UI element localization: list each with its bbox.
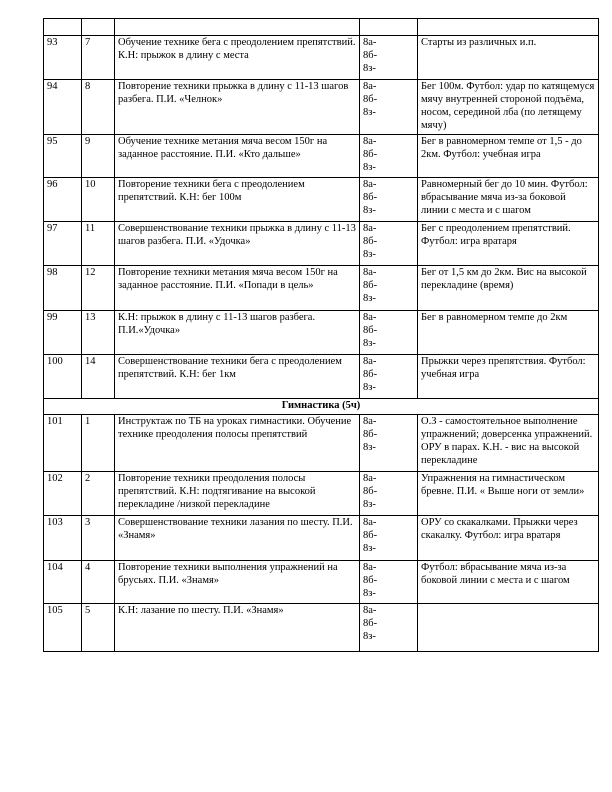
- class-label: 8а-: [363, 136, 377, 147]
- lesson-number: 102: [44, 472, 82, 516]
- table-row: [44, 80, 599, 135]
- class-label: 8б-: [363, 280, 378, 291]
- class-label: 8а-: [363, 179, 377, 190]
- class-label: 8з-: [363, 249, 376, 260]
- lesson-notes: ОРУ со скакалками. Прыжки через скакалку. Футбол: игра вратаря: [418, 516, 599, 561]
- lesson-topic: Совершенствование техники бега с преодолением препятствий. К.Н: бег 1км: [115, 355, 360, 399]
- class-label: 8б-: [363, 149, 378, 160]
- lesson-topic: Повторение техники прыжка в длину с 11-13 шагов разбега. П.И. «Челнок»: [115, 80, 360, 135]
- lesson-topic: Повторение техники бега с преодолением препятствий. К.Н: бег 100м: [115, 178, 360, 222]
- topic-number: 14: [82, 355, 115, 399]
- class-label: 8б-: [363, 369, 378, 380]
- topic-number: 3: [82, 516, 115, 561]
- lesson-topic: Совершенствование техники прыжка в длину с 11-13 шагов разбега. П.И. «Удочка»: [115, 222, 360, 266]
- section-row: [44, 399, 599, 415]
- table-row: [44, 415, 599, 472]
- lesson-notes: Бег 100м. Футбол: удар по катящемуся мячу внутренней стороной подъёма, носом, серединой лба (по летящему мячу): [418, 80, 599, 135]
- class-label: 8б-: [363, 618, 378, 629]
- class-label: 8з-: [363, 588, 376, 599]
- lesson-number: 93: [44, 36, 82, 80]
- lesson-number: 97: [44, 222, 82, 266]
- table-row: [44, 516, 599, 561]
- class-list: [360, 178, 418, 222]
- table-row: [44, 355, 599, 399]
- lesson-number: 95: [44, 135, 82, 178]
- class-list: [360, 516, 418, 561]
- table-row: [44, 135, 599, 178]
- topic-number: 13: [82, 311, 115, 355]
- lesson-notes: Упражнения на гимнастическом бревне. П.И. « Выше ноги от земли»: [418, 472, 599, 516]
- class-label: 8з-: [363, 63, 376, 74]
- lesson-notes: Старты из различных и.п.: [418, 36, 599, 80]
- class-label: 8б-: [363, 429, 378, 440]
- lesson-plan-table: [43, 18, 599, 652]
- topic-number: 10: [82, 178, 115, 222]
- topic-number: 5: [82, 604, 115, 652]
- class-label: 8з-: [363, 543, 376, 554]
- class-label: 8з-: [363, 631, 376, 642]
- table-row: [44, 266, 599, 311]
- table-row: [44, 222, 599, 266]
- lesson-notes: Бег в равномерном темпе от 1,5 - до 2км. Футбол: учебная игра: [418, 135, 599, 178]
- class-label: 8б-: [363, 236, 378, 247]
- class-list: [360, 311, 418, 355]
- section-title: Гимнастика (5ч): [44, 399, 599, 415]
- lesson-notes: Футбол: вбрасывание мяча из-за боковой линии с места и с шагом: [418, 561, 599, 604]
- class-list: [360, 222, 418, 266]
- header-cell: [115, 19, 360, 36]
- topic-number: 12: [82, 266, 115, 311]
- lesson-notes: Бег от 1,5 км до 2км. Вис на высокой перекладине (время): [418, 266, 599, 311]
- table-row: [44, 472, 599, 516]
- lesson-notes: [418, 604, 599, 652]
- class-label: 8б-: [363, 325, 378, 336]
- topic-number: 7: [82, 36, 115, 80]
- lesson-number: 98: [44, 266, 82, 311]
- lesson-notes: Равномерный бег до 10 мин. Футбол: вбрасывание мяча из-за боковой линии с места и с шагом: [418, 178, 599, 222]
- lesson-topic: Совершенствование техники лазания по шесту. П.И. «Знамя»: [115, 516, 360, 561]
- lesson-notes: Бег в равномерном темпе до 2км: [418, 311, 599, 355]
- lesson-topic: Повторение техники метания мяча весом 150г на заданное расстояние. П.И. «Попади в цель»: [115, 266, 360, 311]
- class-label: 8з-: [363, 162, 376, 173]
- topic-number: 4: [82, 561, 115, 604]
- table-row: [44, 311, 599, 355]
- class-list: [360, 604, 418, 652]
- class-list: [360, 561, 418, 604]
- table-row: [44, 36, 599, 80]
- lesson-number: 105: [44, 604, 82, 652]
- topic-number: 2: [82, 472, 115, 516]
- class-list: [360, 266, 418, 311]
- table-row: [44, 178, 599, 222]
- lesson-topic: Повторение техники преодоления полосы препятствий. К.Н: подтягивание на высокой перекладине /низкой перекладине: [115, 472, 360, 516]
- class-label: 8а-: [363, 517, 377, 528]
- lesson-topic: Обучение технике бега с преодолением препятствий. К.Н: прыжок в длину с места: [115, 36, 360, 80]
- class-list: [360, 80, 418, 135]
- class-list: [360, 355, 418, 399]
- class-label: 8з-: [363, 338, 376, 349]
- class-label: 8з-: [363, 442, 376, 453]
- header-cell: [360, 19, 418, 36]
- lesson-topic: Обучение технике метания мяча весом 150г на заданное расстояние. П.И. «Кто дальше»: [115, 135, 360, 178]
- class-label: 8б-: [363, 575, 378, 586]
- class-label: 8а-: [363, 356, 377, 367]
- lesson-number: 103: [44, 516, 82, 561]
- class-label: 8а-: [363, 416, 377, 427]
- topic-number: 8: [82, 80, 115, 135]
- lesson-number: 104: [44, 561, 82, 604]
- class-label: 8з-: [363, 499, 376, 510]
- class-label: 8а-: [363, 605, 377, 616]
- lesson-notes: О.З - самостоятельное выполнение упражнений; доверсенка упражнений. ОРУ в парах. К.Н. - вис на высокой перекладине: [418, 415, 599, 472]
- lesson-topic: Повторение техники выполнения упражнений на брусьях. П.И. «Знамя»: [115, 561, 360, 604]
- class-label: 8а-: [363, 223, 377, 234]
- topic-number: 1: [82, 415, 115, 472]
- class-list: [360, 472, 418, 516]
- table-header-row: [44, 19, 599, 36]
- table-row: [44, 561, 599, 604]
- lesson-topic: Инструктаж по ТБ на уроках гимнастики. Обучение технике преодоления полосы препятствий: [115, 415, 360, 472]
- class-list: [360, 415, 418, 472]
- class-label: 8б-: [363, 530, 378, 541]
- table-row: [44, 604, 599, 652]
- header-cell: [418, 19, 599, 36]
- class-list: [360, 36, 418, 80]
- lesson-notes: Бег с преодолением препятствий. Футбол: игра вратаря: [418, 222, 599, 266]
- class-label: 8б-: [363, 94, 378, 105]
- class-label: 8з-: [363, 382, 376, 393]
- class-label: 8а-: [363, 37, 377, 48]
- lesson-topic: К.Н: лазание по шесту. П.И. «Знамя»: [115, 604, 360, 652]
- class-label: 8а-: [363, 473, 377, 484]
- class-label: 8з-: [363, 107, 376, 118]
- lesson-notes: Прыжки через препятствия. Футбол: учебная игра: [418, 355, 599, 399]
- lesson-number: 100: [44, 355, 82, 399]
- lesson-number: 101: [44, 415, 82, 472]
- lesson-number: 99: [44, 311, 82, 355]
- lesson-topic: К.Н: прыжок в длину с 11-13 шагов разбега. П.И.«Удочка»: [115, 311, 360, 355]
- header-cell: [44, 19, 82, 36]
- topic-number: 11: [82, 222, 115, 266]
- class-label: 8б-: [363, 486, 378, 497]
- header-cell: [82, 19, 115, 36]
- class-label: 8б-: [363, 50, 378, 61]
- lesson-number: 96: [44, 178, 82, 222]
- class-label: 8а-: [363, 562, 377, 573]
- class-label: 8б-: [363, 192, 378, 203]
- class-label: 8з-: [363, 205, 376, 216]
- class-label: 8а-: [363, 267, 377, 278]
- class-list: [360, 135, 418, 178]
- class-label: 8з-: [363, 293, 376, 304]
- topic-number: 9: [82, 135, 115, 178]
- lesson-number: 94: [44, 80, 82, 135]
- class-label: 8а-: [363, 81, 377, 92]
- class-label: 8а-: [363, 312, 377, 323]
